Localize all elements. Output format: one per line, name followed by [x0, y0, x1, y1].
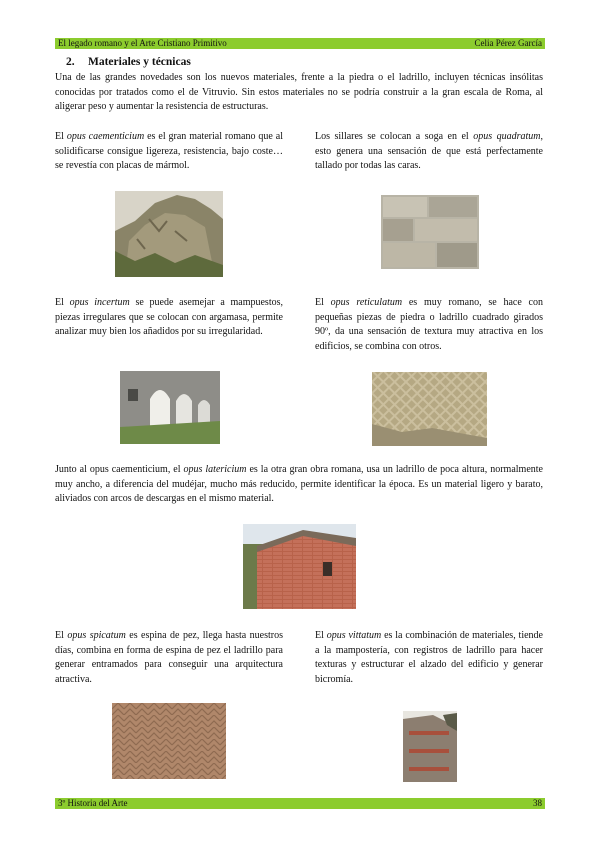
opus-incertum-photo	[120, 371, 220, 444]
section-heading	[66, 56, 191, 68]
intro-paragraph: Una de las grandes novedades son los nuevos materiales, frente a la piedra o el ladrillo, incluyen técnicas insólitas conocidas por tratados como el de Vitruvio. Sin estos materiales no se podría construir a la gran escala de Roma, al aligerar peso y aumentar la resistencia de estructuras.	[55, 72, 543, 113]
opus-spicatum-photo	[112, 703, 226, 779]
vittatum-term: opus vittatum	[326, 630, 382, 641]
reticulatum-term: opus reticulatum	[330, 297, 403, 308]
page-number: 38	[533, 798, 542, 808]
incertum-term: opus incertum	[69, 297, 130, 308]
section-number: 2.	[66, 56, 75, 68]
incertum-paragraph: El opus incertum se puede asemejar a mampuestos, piezas irregulares que se colocan con argamasa, permite analizar muy bien los añadidos por su irregularidad.	[55, 297, 283, 338]
header-title: El legado romano y el Arte Cristiano Primitivo	[58, 38, 227, 48]
spicatum-paragraph: El opus spicatum es espina de pez, llega hasta nuestros días, combina en forma de espina de pez el ladrillo para generar entramados para conseguir una arquitectura atractiva.	[55, 630, 283, 685]
opus-reticulatum-photo	[372, 372, 487, 446]
opus-vittatum-photo	[403, 711, 457, 782]
caementicium-term: opus caementicium	[66, 131, 145, 142]
opus-caementicium-photo	[115, 191, 223, 277]
latericium-term: opus latericium	[183, 464, 247, 475]
latericium-paragraph: Junto al opus caementicium, el opus latericium es la otra gran obra romana, usa un ladrillo de poca altura, normalmente muy ancho, a diferencia del mudéjar, mucho más reducido, permite identificar la época. Es un material ligero y barato, aliviados con arcos de descargas en el mismo material.	[55, 464, 543, 505]
page-header	[55, 38, 545, 49]
quadratum-paragraph: Los sillares se colocan a soga en el opus quadratum, esto genera una sensación de que está perfectamente tallado por todas las caras.	[315, 131, 543, 172]
caementicium-paragraph: El opus caementicium es el gran material romano que al solidificarse consigue ligereza, resistencia, bajo coste… se revestía con placas de mármol.	[55, 131, 283, 172]
opus-quadratum-photo	[381, 195, 479, 269]
page-footer	[55, 798, 545, 809]
section-title: Materiales y técnicas	[88, 56, 191, 68]
reticulatum-paragraph: El opus reticulatum es muy romano, se hace con pequeñas piezas de piedra o ladrillo cuadrado girados 90º, da una sensación de textura muy atractiva en los edificios, se combina con otros.	[315, 297, 543, 352]
vittatum-paragraph: El opus vittatum es la combinación de materiales, tiende a la mampostería, con registros de ladrillo para hacer texturas y estructurar el alzado del edificio y generar bicromía.	[315, 630, 543, 685]
opus-latericium-photo	[243, 524, 356, 609]
quadratum-term: opus quadratum	[473, 131, 541, 142]
header-author: Celia Pérez García	[474, 38, 542, 48]
spicatum-term: opus spicatum	[67, 630, 126, 641]
footer-course: 3º Historia del Arte	[58, 798, 128, 808]
